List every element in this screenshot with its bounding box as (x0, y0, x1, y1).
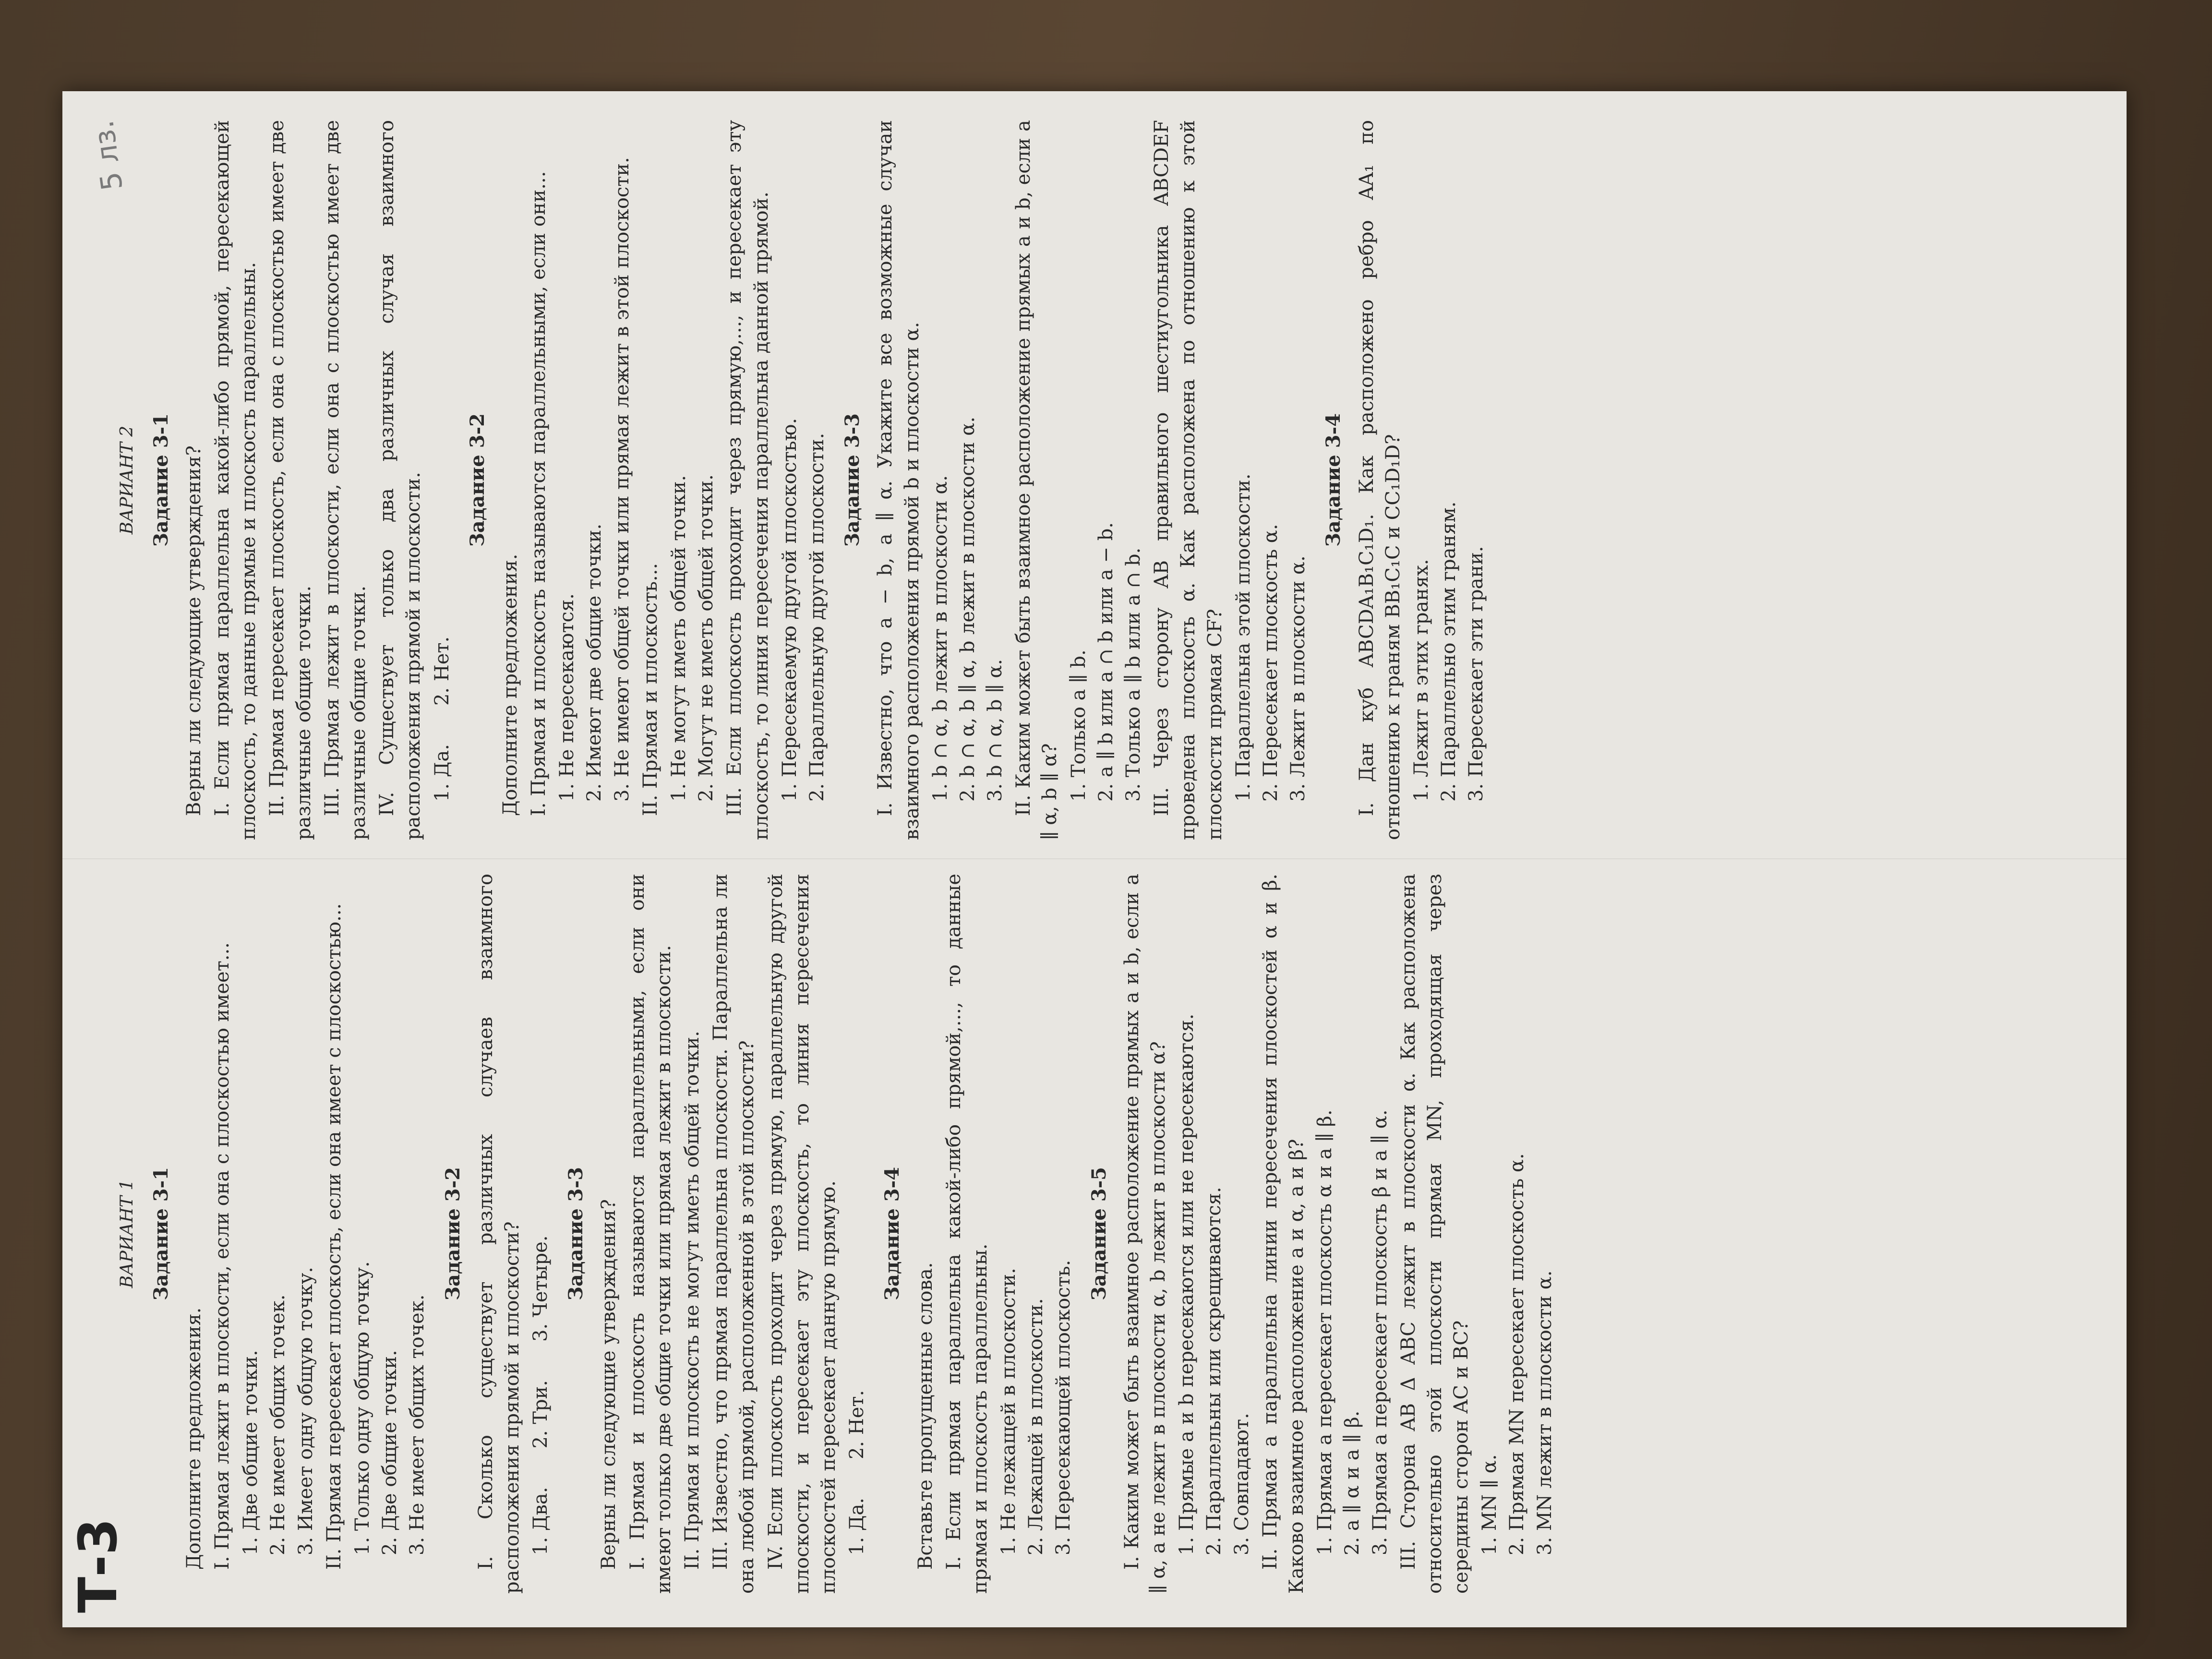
v2-t2-intro: Дополните предложения. (499, 553, 521, 816)
v2-task-2-title: Задание 3-2 (466, 413, 489, 547)
v1-task-5-title: Задание 3-5 (1087, 1167, 1110, 1300)
v2-t1-intro: Верны ли следующие утверждения? (182, 445, 205, 816)
option: 2. a ∥ b или a ∩ b или a − b. (1094, 522, 1117, 802)
options-row (528, 874, 554, 1594)
v2-t1-s2: II. Прямая пересекает плоскость, если она с плоскостью имеет две различные общие точки. (266, 120, 315, 840)
option: 2. a ∥ α и a ∥ β. (1341, 1410, 1364, 1555)
option: 2. Нет. (431, 636, 453, 706)
variant-1-column (91, 874, 2098, 1594)
v2-task-1-title: Задание 3-1 (149, 413, 172, 547)
handwritten-title: Т-3 (67, 1518, 129, 1613)
v2-t2-q1: I. Прямая и плоскость называются параллельными, если они... (528, 171, 550, 816)
v1-task-1-title: Задание 3-1 (149, 1167, 172, 1300)
option: 2. Две общие точки. (379, 1350, 401, 1555)
option: 3. Четыре. (529, 1235, 552, 1342)
v1-t3-s2: II. Прямая и плоскость не могут иметь общей точки. (681, 1031, 704, 1570)
option: 3. Только a ∥ b или a ∩ b. (1122, 547, 1145, 802)
option: 2. Параллельную другой плоскости. (805, 433, 828, 802)
option: 1. b ∩ α, b лежит в плоскости α. (929, 475, 951, 802)
v1-t1-q2: II. Прямая пересекает плоскость, если она имеет с плоскостью... (323, 903, 345, 1570)
option: 3. Пересекает эти грани. (1465, 546, 1488, 802)
option: 2. Пересекает плоскость α. (1259, 524, 1282, 802)
option: 1. Пересекаемую другой плоскостью. (778, 418, 801, 802)
v2-t3-q2: II. Каким может быть взаимное расположение прямых a и b, если a ∥ α, b ∥ α? (1012, 120, 1061, 840)
options-row (429, 120, 456, 840)
option: 1. Не могут иметь общей точки. (668, 475, 690, 802)
option: 3. MN лежит в плоскости α. (1533, 1270, 1556, 1555)
option: 1. Только одну общую точку. (351, 1261, 373, 1555)
option: 2. b ∩ α, b ∥ α, b лежит в плоскости α. (956, 416, 979, 802)
option: 1. Прямая a пересекает плоскость α и a ∥ β. (1314, 1109, 1336, 1555)
v1-t3-intro: Верны ли следующие утверждения? (598, 1199, 620, 1570)
option: 2. Прямая MN пересекает плоскость α. (1506, 1153, 1528, 1555)
option: 2. Нет. (846, 1390, 868, 1460)
option: 3. b ∩ α, b ∥ α. (984, 659, 1007, 802)
v2-t3-q3: III. Через сторону AB правильного шестиугольника ABCDEF проведена плоскость α. Как расположена по отношению к этой плоскости прямая CF? (1151, 120, 1226, 840)
option: 2. Параллельны или скрещиваются. (1203, 1187, 1226, 1555)
v1-t1-intro: Дополните предложения. (182, 1307, 205, 1570)
v1-task-4-title: Задание 3-4 (881, 1167, 904, 1300)
option: 3. Имеет одну общую точку. (294, 1266, 317, 1555)
test-sheet (62, 91, 2127, 1627)
v1-t3-s4: IV. Если плоскость проходит через прямую, параллельную другой плоскости, и пересекает эту плоскость, то линия пересечения плоскостей пересекает данную прямую. (764, 874, 840, 1594)
v1-t5-q1: I. Каким может быть взаимное расположение прямых a и b, если a ∥ α, a не лежит в плоскости α, b лежит в плоскости α? (1120, 874, 1170, 1594)
option: 1. MN ∥ α. (1479, 1454, 1501, 1555)
option: 2. Не имеет общих точек. (267, 1294, 289, 1555)
v2-task-3-title: Задание 3-3 (841, 413, 864, 547)
v1-t4-q1: I. Если прямая параллельна какой-либо прямой,..., то данные прямая и плоскость параллельны. (942, 874, 991, 1594)
v1-task-3-title: Задание 3-3 (565, 1167, 588, 1300)
option: 1. Да. (846, 1498, 868, 1555)
option: 2. Три. (529, 1380, 552, 1449)
v1-t1-q1: I. Прямая лежит в плоскости, если она с плоскостью имеет... (211, 942, 234, 1570)
v2-t4-q1: I. Дан куб ABCDA₁B₁C₁D₁. Как расположено ребро AA₁ по отношению к граням BB₁C₁C и CC₁D₁D? (1355, 120, 1404, 840)
v1-t3-s3: III. Известно, что прямая параллельна плоскости. Параллельна ли она любой прямой, расположенной в этой плоскости? (709, 874, 758, 1594)
option: 3. Не имеют общей точки или прямая лежит в этой плоскости. (611, 157, 633, 802)
v2-t1-s4: IV. Существует только два различных случая взаимного расположения прямой и плоскости. (376, 120, 425, 840)
option: 3. Совпадают. (1230, 1413, 1253, 1555)
option: 1. Не пересекаются. (556, 593, 578, 802)
option: 1. Только a ∥ b. (1067, 649, 1090, 802)
option: 1. Да. (431, 744, 453, 802)
v2-t3-q1: I. Известно, что a − b, a ∥ α. Укажите все возможные случаи взаимного расположения прямой b и плоскости α. (874, 120, 923, 840)
option: 2. Могут не иметь общей точки. (695, 474, 718, 802)
option: 1. Прямые a и b пересекаются или не пересекаются. (1176, 1013, 1198, 1555)
option: 3. Не имеет общих точек. (406, 1294, 429, 1555)
option: 2. Имеют две общие точки. (583, 523, 606, 802)
option: 3. Лежит в плоскости α. (1287, 555, 1310, 802)
variant-1-heading: ВАРИАНТ 1 (117, 1179, 137, 1288)
v1-t2-q1: I. Сколько существует различных случаев взаимного расположения прямой и плоскости? (474, 874, 523, 1594)
v2-t1-s1: I. Если прямая параллельна какой-либо прямой, пересекающей плоскость, то данные прямые и плоскость параллельны. (211, 120, 260, 840)
option: 3. Прямая a пересекает плоскость β и a ∥ α. (1369, 1109, 1391, 1555)
option: 2. Лежащей в плоскости. (1025, 1298, 1047, 1555)
option: 1. Две общие точки. (240, 1350, 262, 1555)
option: 1. Два. (529, 1487, 552, 1555)
variant-2-heading: ВАРИАНТ 2 (117, 425, 137, 535)
v2-t2-q2: II. Прямая и плоскость... (639, 563, 661, 816)
v1-t4-intro: Вставьте пропущенные слова. (914, 1262, 937, 1570)
v2-t1-s3: III. Прямая лежит в плоскости, если она с плоскостью имеет две различные общие точки. (321, 120, 370, 840)
v1-t5-q3: III. Сторона AB Δ ABC лежит в плоскости α. Как расположена относительно этой плоскости прямая MN, проходящая через середины сторон AC и BC? (1397, 874, 1473, 1594)
options-row (844, 874, 870, 1594)
v1-t3-s1: I. Прямая и плоскость называются параллельными, если они имеют только две общие точки или прямая лежит в плоскости. (626, 874, 675, 1594)
paper-sheet-area (58, 72, 2131, 1647)
page-fold (62, 858, 2127, 859)
option: 1. Лежит в этих гранях. (1410, 559, 1432, 802)
v1-task-2-title: Задание 3-2 (441, 1167, 464, 1300)
v1-t5-q2: II. Прямая a параллельна линии пересечения плоскостей α и β. Каково взаимное расположение a и α, a и β? (1259, 874, 1308, 1594)
v2-task-4-title: Задание 3-4 (1322, 413, 1345, 547)
option: 3. Пересекающей плоскость. (1052, 1260, 1075, 1555)
option: 1. Параллельна этой плоскости. (1232, 473, 1254, 802)
variant-2-column (91, 120, 2098, 840)
v2-t2-q3: III. Если плоскость проходит через прямую,..., и пересекает эту плоскость, то линия пересечения параллельна данной прямой. (723, 120, 772, 840)
option: 2. Параллельно этим граням. (1438, 501, 1460, 802)
option: 1. Не лежащей в плоскости. (998, 1268, 1020, 1555)
handwritten-note: 5 лз. (86, 118, 130, 192)
